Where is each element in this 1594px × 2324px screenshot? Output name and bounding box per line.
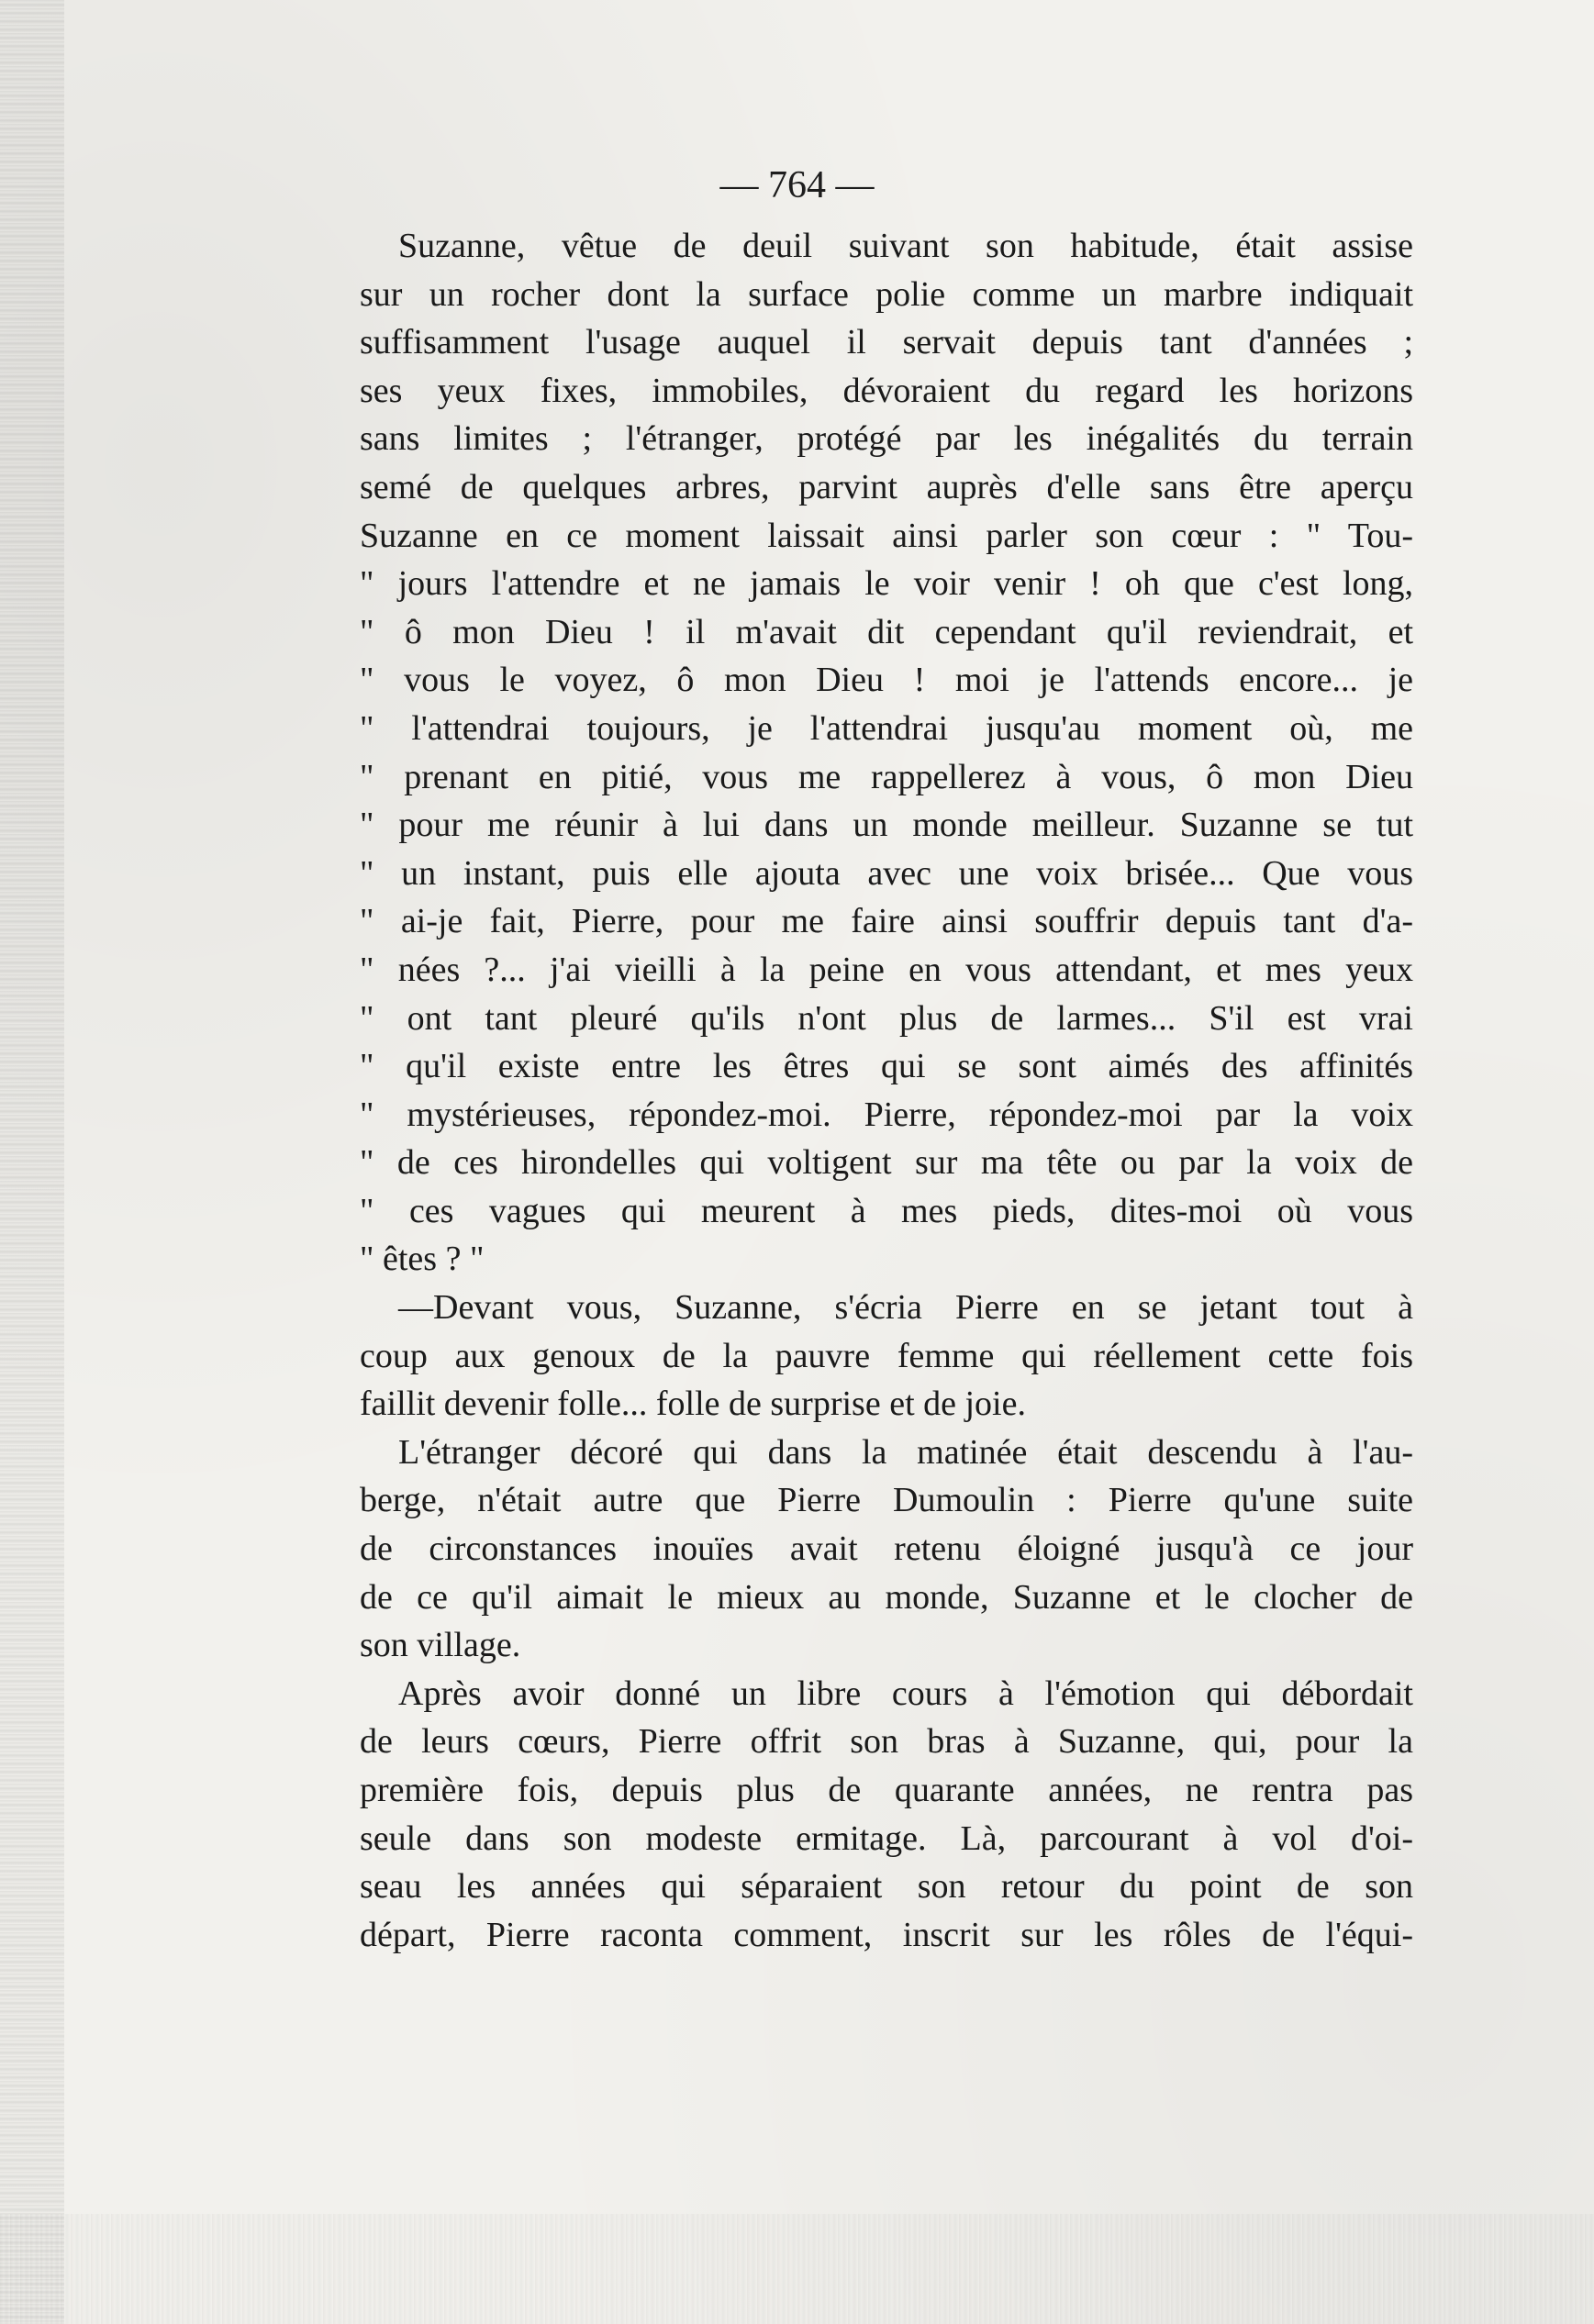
text-line: seule dans son modeste ermitage. Là, parcourant à vol d'oi- [360, 1818, 1413, 1858]
body-text [360, 222, 1413, 1959]
text-line: " ont tant pleuré qu'ils n'ont plus de larmes... S'il est vrai [360, 998, 1413, 1038]
text-line: départ, Pierre raconta comment, inscrit sur les rôles de l'équi- [360, 1915, 1413, 1954]
text-line: " ô mon Dieu ! il m'avait dit cependant qu'il reviendrait, et [360, 612, 1413, 651]
text-line: Après avoir donné un libre cours à l'émotion qui débordait [398, 1674, 1413, 1713]
text-line: Suzanne, vêtue de deuil suivant son habitude, était assise [398, 227, 1413, 265]
text-line: Suzanne en ce moment laissait ainsi parler son cœur : " Tou- [360, 516, 1413, 555]
text-line: première fois, depuis plus de quarante années, ne rentra pas [360, 1771, 1413, 1809]
text-line: ses yeux fixes, immobiles, dévoraient du regard les horizons [360, 371, 1413, 410]
text-line: suffisamment l'usage auquel il servait depuis tant d'années ; [360, 323, 1413, 362]
text-line: de ce qu'il aimait le mieux au monde, Suzanne et le clocher de [360, 1577, 1413, 1617]
text-line: seau les années qui séparaient son retour du point de son [360, 1867, 1413, 1907]
text-line: " ces vagues qui meurent à mes pieds, dites-moi où vous [360, 1191, 1413, 1230]
text-line: sur un rocher dont la surface polie comme un marbre indiquait [360, 274, 1413, 314]
text-line: " pour me réunir à lui dans un monde meilleur. Suzanne se tut [360, 806, 1413, 845]
page-edge-shadow [0, 0, 64, 2324]
text-line: de circonstances inouïes avait retenu éloigné jusqu'à ce jour [360, 1529, 1413, 1569]
text-line: faillit devenir folle... folle de surprise et de joie. [360, 1384, 1026, 1424]
page-number: — 764 — [719, 164, 875, 206]
text-line: de leurs cœurs, Pierre offrit son bras à Suzanne, qui, pour la [360, 1722, 1413, 1762]
text-line: son village. [360, 1626, 521, 1665]
text-line: " prenant en pitié, vous me rappellerez à vous, ô mon Dieu [360, 757, 1413, 796]
text-line: sans limites ; l'étranger, protégé par les inégalités du terrain [360, 419, 1413, 459]
text-line: semé de quelques arbres, parvint auprès d'elle sans être aperçu [360, 467, 1413, 506]
text-line: " l'attendrai toujours, je l'attendrai jusqu'au moment où, me [360, 708, 1413, 748]
text-line: " un instant, puis elle ajouta avec une voix brisée... Que vous [360, 853, 1413, 893]
text-line: " êtes ? " [360, 1240, 485, 1279]
page-bottom-shadow [0, 2214, 1594, 2324]
text-line: " jours l'attendre et ne jamais le voir venir ! oh que c'est long, [360, 564, 1413, 604]
text-line: L'étranger décoré qui dans la matinée était descendu à l'au- [398, 1432, 1413, 1472]
text-line: berge, n'était autre que Pierre Dumoulin : Pierre qu'une suite [360, 1481, 1413, 1520]
text-line: " nées ?... j'ai vieilli à la peine en vous attendant, et mes yeux [360, 950, 1413, 989]
text-line: " de ces hirondelles qui voltigent sur ma tête ou par la voix de [360, 1143, 1413, 1183]
text-line: " mystérieuses, répondez-moi. Pierre, répondez-moi par la voix [360, 1095, 1413, 1134]
text-line: —Devant vous, Suzanne, s'écria Pierre en se jetant tout à [398, 1288, 1413, 1328]
text-line: " vous le voyez, ô mon Dieu ! moi je l'attends encore... je [360, 661, 1413, 700]
text-line: coup aux genoux de la pauvre femme qui réellement cette fois [360, 1336, 1413, 1375]
text-line: " ai-je fait, Pierre, pour me faire ainsi souffrir depuis tant d'a- [360, 902, 1413, 941]
text-line: " qu'il existe entre les êtres qui se sont aimés des affinités [360, 1047, 1413, 1086]
